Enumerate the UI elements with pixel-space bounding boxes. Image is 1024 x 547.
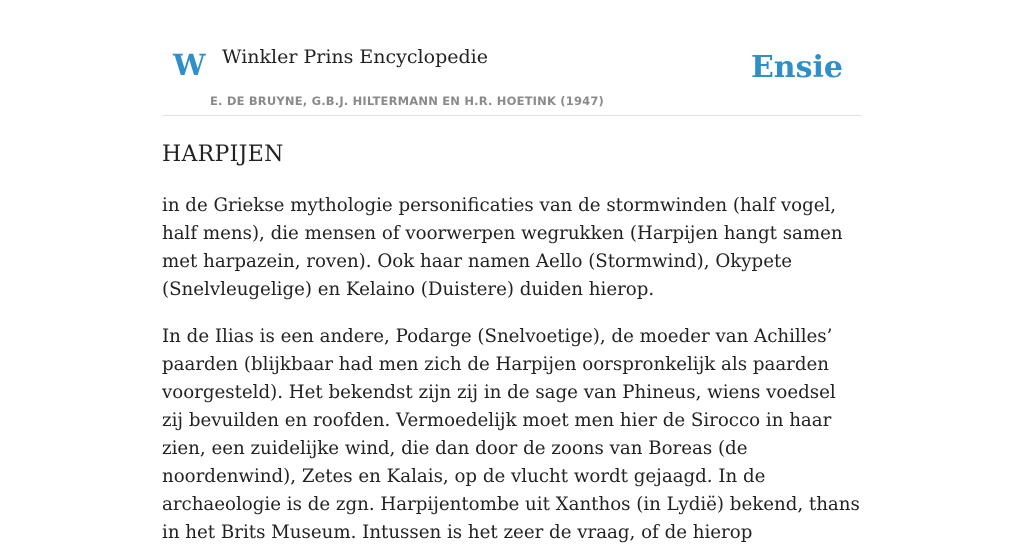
ensie-logo[interactable]: Ensie <box>750 50 843 85</box>
page <box>162 0 862 547</box>
article-paragraph: In de Ilias is een andere, Podarge (Snelvoetige), de moeder van Achilles’ paarden (blijkbaar had men zich de Harpijen oorspronkelijk als paarden voorgesteld). Het bekendst zijn zij in de sage van Phineus, wiens voedsel zij bevuilden en roofden. Vermoedelijk moet men hier de Sirocco in haar zien, een zuidelijke wind, die dan door de zoons van Boreas (de noordenwind), Zetes en Kalais, op de vlucht wordt gejaagd. In de archaeologie is de zgn. Harpijentombe uit Xanthos (in Lydië) bekend, thans in het Brits Museum. Intussen is het zeer de vraag, of de hierop <box>162 326 860 544</box>
source-authors: E. DE BRUYNE, G.B.J. HILTERMANN EN H.R. HOETINK (1947) <box>210 94 605 108</box>
source-title[interactable]: Winkler Prins Encyclopedie <box>222 46 488 68</box>
source-header <box>162 0 862 116</box>
article-paragraph: in de Griekse mythologie personificaties van de stormwinden (half vogel, half mens), die mensen of voorwerpen wegrukken (Harpijen hangt samen met harpazein, roven). Ook haar namen Aello (Stormwind), Okypete (Snelvleugelige) en Kelaino (Duistere) duiden hierop. <box>162 195 843 301</box>
winkler-prins-logo[interactable]: W <box>173 48 206 82</box>
article-headword: HARPIJEN <box>162 142 284 167</box>
